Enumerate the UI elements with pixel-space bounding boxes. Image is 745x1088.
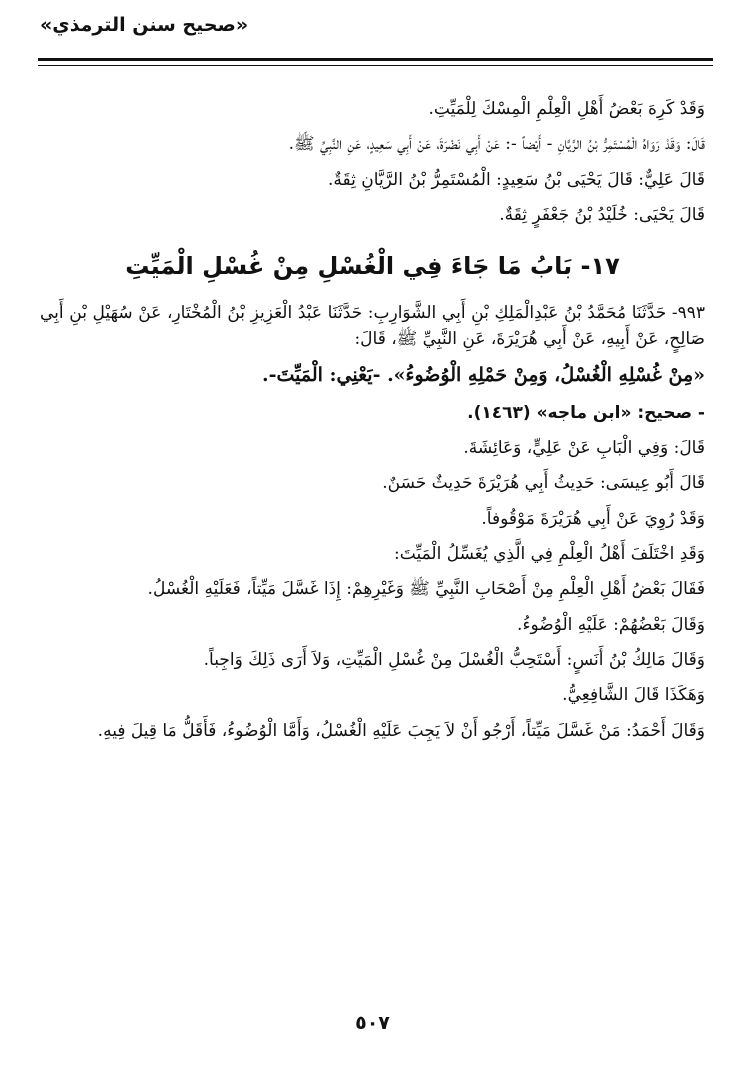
page-body [40, 96, 705, 753]
text-line-mawquf: وَقَدْ رُوِيَ عَنْ أَبِي هُرَيْرَةَ مَوْقُوفاً. [481, 508, 705, 529]
text-line-chapter-others: قَالَ: وَفِي الْبَابِ عَنْ عَلِيٍّ، وَعَائِشَةَ. [463, 438, 705, 459]
page-number: ٥٠٧ [355, 1012, 390, 1034]
text-line-shafii: وَهَكَذَا قَالَ الشَّافِعِيُّ. [562, 685, 705, 706]
text-line-musk: وَقَدْ كَرِهَ بَعْضُ أَهْلِ الْعِلْمِ الْمِسْكَ لِلْمَيِّتِ. [428, 99, 705, 119]
hadith-isnad: ٩٩٣- حَدَّثَنَا مُحَمَّدُ بْنُ عَبْدِالْمَلِكِ بْنِ أَبِي الشَّوَارِبِ: حَدَّثَنَا عَبْدُ الْعَزِيزِ بْنُ الْمُخْتَارِ، عَنْ سُهَيْلِ بْنِ أَبِي صَالِحٍ، عَنْ أَبِيهِ، عَنْ أَبِي هُرَيْرَةَ، عَنِ النَّبِيِّ ﷺ، قَالَ: [40, 302, 705, 349]
hadith-matn: «مِنْ غُسْلِهِ الْغُسْلُ، وَمِنْ حَمْلِهِ الْوُضُوءُ». -يَعْنِي: الْمَيِّتَ-. [261, 364, 705, 387]
text-line-malik: وَقَالَ مَالِكُ بْنُ أَنَسٍ: أَسْتَحِبُّ الْغُسْلَ مِنْ غُسْلِ الْمَيِّتِ، وَلاَ أَرَى ذَلِكَ وَاجِباً. [203, 650, 705, 671]
chapter-heading: ١٧- بَابُ مَا جَاءَ فِي الْغُسْلِ مِنْ غُسْلِ الْمَيِّتِ [125, 252, 620, 281]
text-line-mustamir-narration: قَالَ: وَقَدْ رَوَاهُ الْمُسْتَمِرُّ بْنُ الرَّيَّانِ - أَيْضاً -: عَنْ أَبِي نَضْرَةَ، عَنْ أَبِي سَعِيدٍ، عَنِ النَّبِيِّ ﷺ. [288, 134, 705, 155]
text-line-ghusl-opinion: فَقَالَ بَعْضُ أَهْلِ الْعِلْمِ مِنْ أَصْحَابِ النَّبِيِّ ﷺ وَغَيْرِهِمْ: إِذَا غَسَّلَ مَيِّتاً، فَعَلَيْهِ الْغُسْلُ. [147, 579, 705, 600]
running-header-title: «صحيح سنن الترمذي» [40, 14, 249, 36]
header-rule-thick [38, 58, 713, 61]
text-line-ali-yahya: قَالَ عَلِيٌّ: قَالَ يَحْيَى بْنُ سَعِيدٍ: الْمُسْتَمِرُّ بْنُ الرَّيَّانِ ثِقَةٌ. [328, 169, 705, 190]
text-line-ahmad: وَقَالَ أَحْمَدُ: مَنْ غَسَّلَ مَيِّتاً، أَرْجُو أَنْ لاَ يَجِبَ عَلَيْهِ الْغُسْلُ، وَأَمَّا الْوُضُوءُ، فَأَقَلُّ مَا قِيلَ فِيهِ. [97, 720, 705, 741]
text-line-disagreement: وَقَدِ اخْتَلَفَ أَهْلُ الْعِلْمِ فِي الَّذِي يُغَسِّلُ الْمَيِّتَ: [394, 544, 705, 565]
hadith-grade: - صحيح: «ابن ماجه» (١٤٦٣). [467, 402, 705, 423]
header-rule-thin [38, 65, 713, 66]
text-line-yahya-khulayd: قَالَ يَحْيَى: خُلَيْدُ بْنُ جَعْفَرٍ ثِقَةٌ. [499, 205, 705, 226]
text-line-wudu-opinion: وَقَالَ بَعْضُهُمْ: عَلَيْهِ الْوُضُوءُ. [517, 614, 705, 635]
text-line-abu-isa: قَالَ أَبُو عِيسَى: حَدِيثُ أَبِي هُرَيْرَةَ حَدِيثٌ حَسَنٌ. [382, 473, 705, 494]
